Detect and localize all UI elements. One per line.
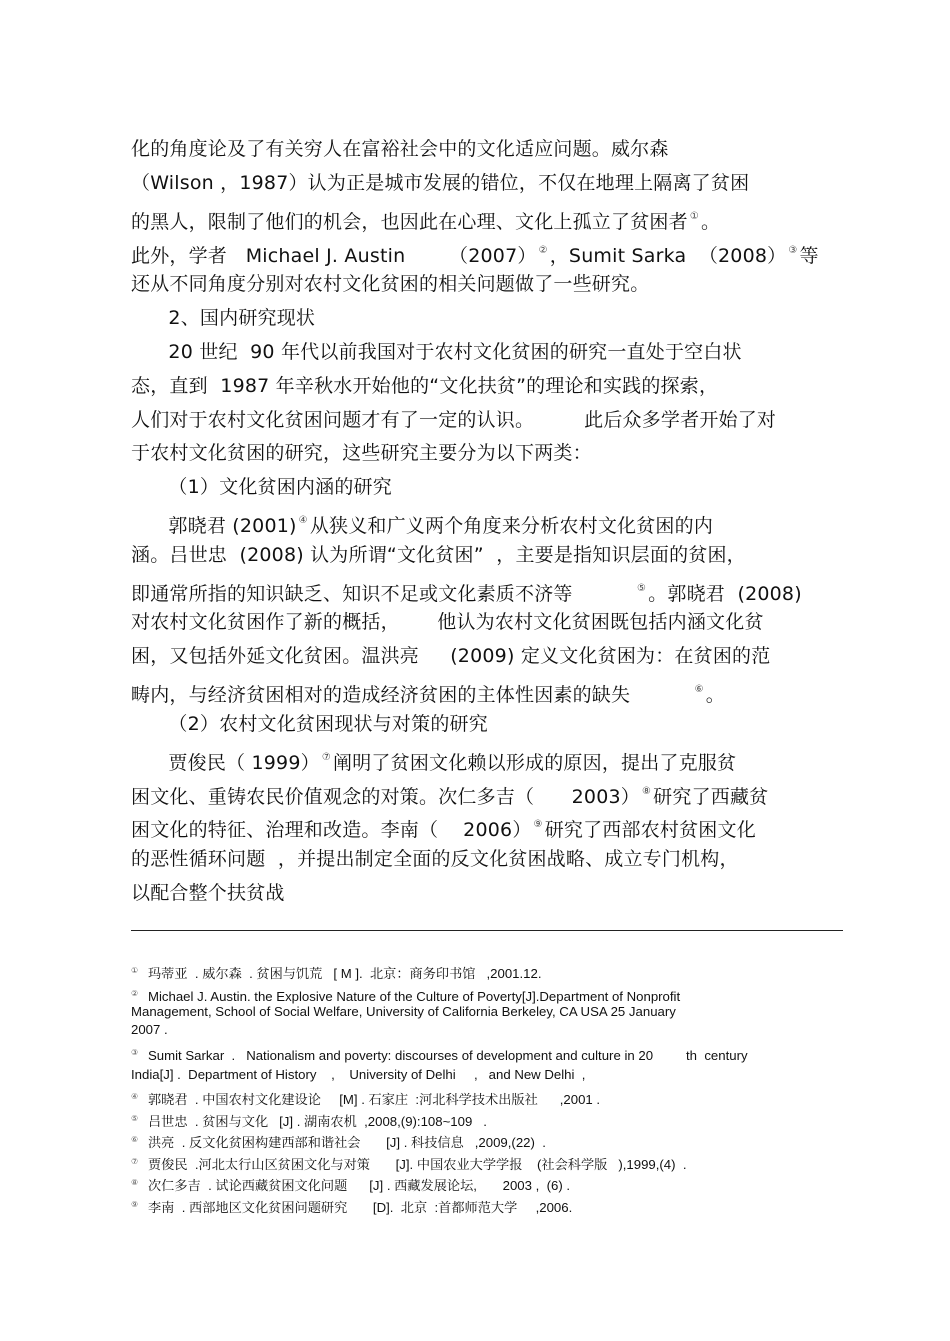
footnote-separator (131, 930, 843, 931)
body-line (131, 712, 488, 736)
footnote-text: Sumit Sarkar . Nationalism and poverty: discourses of development and culture in 20 th century (148, 1048, 748, 1063)
body-line (131, 678, 725, 707)
body-text-segment: 等 (799, 245, 819, 267)
body-text-segment: ，Sumit Sarka （2008） (549, 245, 787, 267)
footnote-marker: ⑤ (637, 583, 647, 594)
footnote-number: ⑦ (131, 1157, 139, 1166)
body-text-segment: （1）文化贫困内涵的研究 (131, 476, 392, 498)
body-text-segment: 于农村文化贫困的研究，这些研究主要分为以下两类： (131, 442, 592, 464)
body-text-segment: 阐明了贫困文化赖以形成的原因，提出了克服贫 (333, 752, 737, 774)
footnote-number: ⑨ (131, 1200, 139, 1209)
footnote-marker: ⑥ (694, 684, 704, 695)
body-line (131, 577, 802, 606)
footnote-line (131, 1066, 585, 1084)
footnote-text: Michael J. Austin. the Explosive Nature of the Culture of Poverty[J].Department of Nonprofit (148, 989, 681, 1004)
footnote-line (131, 1088, 600, 1109)
footnote-marker: ③ (788, 245, 798, 256)
footnote-number: ② (131, 989, 139, 998)
body-line (131, 610, 764, 634)
body-text-segment: 。 (705, 684, 725, 706)
footnote-line (131, 1153, 687, 1174)
footnote-text: 2007 . (131, 1022, 168, 1037)
body-line (131, 306, 315, 330)
footnote-line (131, 1044, 748, 1065)
footnote-number: ⑤ (131, 1114, 139, 1123)
body-text-segment: 。 (700, 211, 721, 233)
body-text-segment: 。郭晓君 (2008) (648, 583, 802, 605)
body-line (131, 881, 285, 905)
footnote-line (131, 962, 542, 983)
body-text-segment: 还从不同角度分别对农村文化贫困的相关问题做了一些研究。 (131, 273, 650, 295)
body-line (131, 340, 742, 364)
footnote-marker: ⑦ (321, 752, 332, 763)
footnote-line (131, 1131, 546, 1152)
body-line (131, 441, 592, 465)
body-line (131, 847, 739, 871)
footnote-line (131, 1003, 676, 1021)
body-text-segment: （Wilson ，1987）认为正是城市发展的错位，不仅在地理上隔离了贫困 (131, 172, 750, 194)
body-text-segment: 2、国内研究现状 (131, 307, 316, 329)
footnote-marker: ④ (298, 515, 308, 526)
body-line (131, 239, 819, 268)
body-line (131, 644, 770, 668)
body-text-segment: 此外，学者 Michael J. Austin （2007） (131, 245, 537, 267)
footnote-text: 吕世忠 . 贫困与文化 [J] . 湖南农机 ,2008,(9):108~109 . (148, 1114, 487, 1129)
footnote-number: ③ (131, 1048, 139, 1057)
body-line (131, 813, 756, 842)
body-line (131, 205, 720, 234)
footnote-number: ① (131, 966, 139, 975)
body-text-segment: 研究了西藏贫 (653, 786, 769, 808)
body-line (131, 374, 718, 398)
footnote-line (131, 1110, 487, 1131)
footnote-text: 郭晓君 . 中国农村文化建设论 [M] . 石家庄 :河北科学技术出版社 ,2001 . (148, 1092, 601, 1107)
body-text-segment: 以配合整个扶贫战 (131, 882, 285, 904)
body-line (131, 780, 768, 809)
body-text-segment: 态，直到 1987 年辛秋水开始他的“文化扶贫”的理论和实践的探索， (131, 375, 719, 397)
body-text-segment: 的恶性循环问题 ，并提出制定全面的反文化贫困战略、成立专门机构， (131, 848, 739, 870)
footnote-marker: ② (538, 245, 548, 256)
body-text-segment: 人们对于农村文化贫困问题才有了一定的认识。 此后众多学者开始了对 (131, 409, 777, 431)
body-text-segment: 畴内，与经济贫困相对的造成经济贫困的主体性因素的缺失 (131, 684, 693, 706)
footnote-text: 贾俊民 .河北太行山区贫困文化与对策 [J]. 中国农业大学学报 (社会科学版 ),1999,(4) . (148, 1157, 687, 1172)
body-line (131, 475, 392, 499)
footnote-text: 洪亮 . 反文化贫困构建西部和谐社会 [J] . 科技信息 ,2009,(22) . (148, 1135, 546, 1150)
body-text-segment: 20 世纪 90 年代以前我国对于农村文化贫困的研究一直处于空白状 (131, 341, 742, 363)
body-text-segment: 困文化、重铸农民价值观念的对策。次仁多吉（ 2003） (131, 786, 640, 808)
body-text-segment: 贾俊民（ 1999） (131, 752, 320, 774)
body-text-segment: 郭晓君 (2001) (131, 515, 297, 537)
footnote-number: ④ (131, 1092, 139, 1101)
body-text-segment: 涵。吕世忠 (2008) 认为所谓“文化贫困” ，主要是指知识层面的贫困， (131, 544, 746, 566)
footnote-marker: ⑨ (533, 819, 543, 830)
footnote-marker: ⑧ (642, 786, 652, 797)
footnote-number: ⑧ (131, 1178, 139, 1187)
footnote-line (131, 1174, 570, 1195)
body-line (131, 272, 649, 296)
footnote-line (131, 1021, 168, 1039)
body-text-segment: 困文化的特征、治理和改造。李南（ 2006） (131, 819, 532, 841)
body-text-segment: 化的角度论及了有关穷人在富裕社会中的文化适应问题。威尔森 (131, 138, 669, 160)
body-text-segment: 即通常所指的知识缺乏、知识不足或文化素质不济等 (131, 583, 635, 605)
body-line (131, 509, 713, 538)
body-line (131, 543, 746, 567)
footnote-text: 李南 . 西部地区文化贫困问题研究 [D]. 北京 :首都师范大学 ,2006. (148, 1200, 573, 1215)
body-text-segment: 研究了西部农村贫困文化 (544, 819, 756, 841)
body-text-segment: 对农村文化贫困作了新的概括， 他认为农村文化贫困既包括内涵文化贫 (131, 611, 764, 633)
footnote-text: 玛蒂亚 . 威尔森 . 贫困与饥荒 [ M ]. 北京：商务印书馆 ,2001.12. (148, 966, 542, 981)
footnote-marker: ① (689, 211, 699, 222)
footnote-text: 次仁多吉 . 试论西藏贫困文化问题 [J] . 西藏发展论坛, 2003 , (6) . (148, 1178, 571, 1193)
body-line (131, 408, 776, 432)
body-text-segment: 困，又包括外延文化贫困。温洪亮 (2009) 定义文化贫困为：在贫困的范 (131, 645, 771, 667)
footnote-number: ⑥ (131, 1135, 139, 1144)
body-text-segment: 从狭义和广义两个角度来分析农村文化贫困的内 (309, 515, 714, 537)
body-text-segment: （2）农村文化贫困现状与对策的研究 (131, 713, 488, 735)
footnote-line (131, 1196, 572, 1217)
footnote-text: India[J] . Department of History , University of Delhi , and New Delhi , (131, 1067, 586, 1082)
footnote-text: Management, School of Social Welfare, University of California Berkeley, CA USA 25 January (131, 1004, 676, 1019)
body-line (131, 171, 749, 195)
body-text-segment: 的黑人，限制了他们的机会，也因此在心理、文化上孤立了贫困者 (131, 211, 688, 233)
body-line (131, 137, 669, 161)
body-line (131, 746, 736, 775)
